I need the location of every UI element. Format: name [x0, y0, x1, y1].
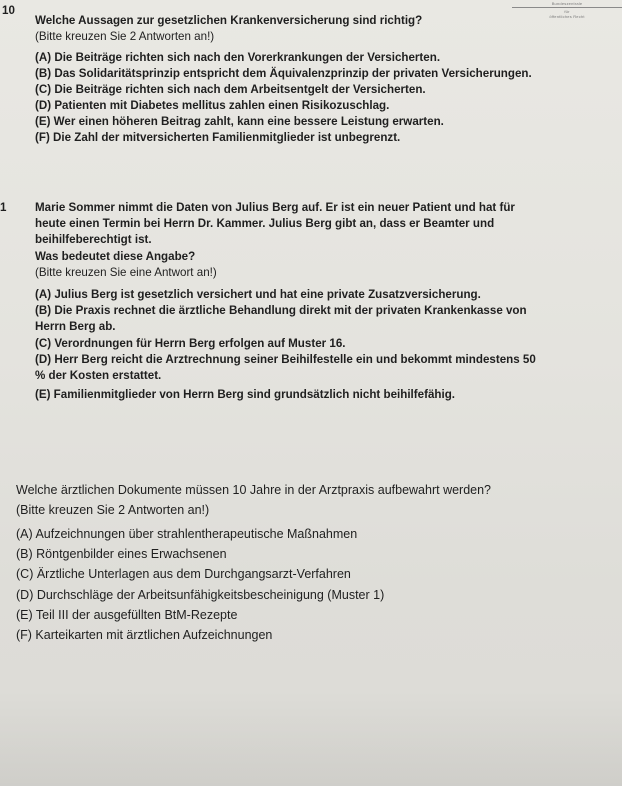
question-number: 10 — [2, 4, 15, 17]
answer-option-b[interactable]: (B) Das Solidaritätsprinzip entspricht dem Äquivalenzprinzip der privaten Versicherungen. — [35, 67, 532, 80]
corner-line-2: für — [564, 9, 570, 14]
question-instruction: (Bitte kreuzen Sie 2 Antworten an!) — [35, 30, 215, 43]
answer-option-e[interactable]: (E) Familienmitglieder von Herrn Berg sind grundsätzlich nicht beihilfefähig. — [35, 388, 456, 401]
answer-option-b-cont: Herrn Berg ab. — [35, 320, 116, 333]
paper-shadow — [0, 690, 622, 786]
answer-option-d[interactable]: (D) Patienten mit Diabetes mellitus zahlen einen Risikozuschlag. — [35, 99, 390, 112]
corner-line-3: öffentliches Recht — [549, 14, 585, 19]
question-prompt: Was bedeutet diese Angabe? — [35, 250, 196, 263]
question-text: Welche ärztlichen Dokumente müssen 10 Jahre in der Arztpraxis aufbewahrt werden? — [16, 483, 492, 497]
answer-option-a[interactable]: (A) Aufzeichnungen über strahlentherapeutische Maßnahmen — [16, 527, 358, 541]
answer-option-a[interactable]: (A) Julius Berg ist gesetzlich versichert und hat eine private Zusatzversicherung. — [35, 288, 481, 301]
answer-option-d[interactable]: (D) Herr Berg reicht die Arztrechnung seiner Beihilfestelle ein und bekommt mindestens 50 — [35, 353, 536, 366]
question-text: Welche Aussagen zur gesetzlichen Krankenversicherung sind richtig? — [35, 14, 423, 27]
answer-option-c[interactable]: (C) Verordnungen für Herrn Berg erfolgen auf Muster 16. — [35, 337, 346, 350]
question-instruction: (Bitte kreuzen Sie 2 Antworten an!) — [16, 503, 210, 517]
answer-option-d-cont: % der Kosten erstattet. — [35, 369, 162, 382]
question-stem-line-3: beihilfeberechtigt ist. — [35, 233, 152, 246]
corner-line-1: Bundeszentrale — [551, 1, 583, 6]
answer-option-f[interactable]: (F) Die Zahl der mitversicherten Familienmitglieder ist unbegrenzt. — [35, 131, 401, 144]
answer-option-f[interactable]: (F) Karteikarten mit ärztlichen Aufzeichnungen — [16, 628, 273, 642]
answer-option-b[interactable]: (B) Röntgenbilder eines Erwachsenen — [16, 547, 227, 561]
answer-option-a[interactable]: (A) Die Beiträge richten sich nach den Vorerkrankungen der Versicherten. — [35, 51, 441, 64]
answer-option-e[interactable]: (E) Wer einen höheren Beitrag zahlt, kann eine bessere Leistung erwarten. — [35, 115, 444, 128]
answer-option-b[interactable]: (B) Die Praxis rechnet die ärztliche Behandlung direkt mit der privaten Krankenkasse von — [35, 304, 527, 317]
answer-option-e[interactable]: (E) Teil III der ausgefüllten BtM-Rezepte — [16, 608, 238, 622]
answer-option-c[interactable]: (C) Ärztliche Unterlagen aus dem Durchgangsarzt-Verfahren — [16, 567, 351, 581]
question-number: 1 — [0, 201, 7, 214]
question-stem-line-2: heute einen Termin bei Herrn Dr. Kammer. Julius Berg gibt an, dass er Beamter und — [35, 217, 495, 230]
answer-option-c[interactable]: (C) Die Beiträge richten sich nach dem Arbeitsentgelt der Versicherten. — [35, 83, 426, 96]
question-stem-line-1: Marie Sommer nimmt die Daten von Julius Berg auf. Er ist ein neuer Patient und hat für — [35, 201, 515, 214]
answer-option-d[interactable]: (D) Durchschläge der Arbeitsunfähigkeitsbescheinigung (Muster 1) — [16, 588, 385, 602]
corner-stamp — [512, 1, 622, 19]
question-instruction: (Bitte kreuzen Sie eine Antwort an!) — [35, 266, 217, 279]
